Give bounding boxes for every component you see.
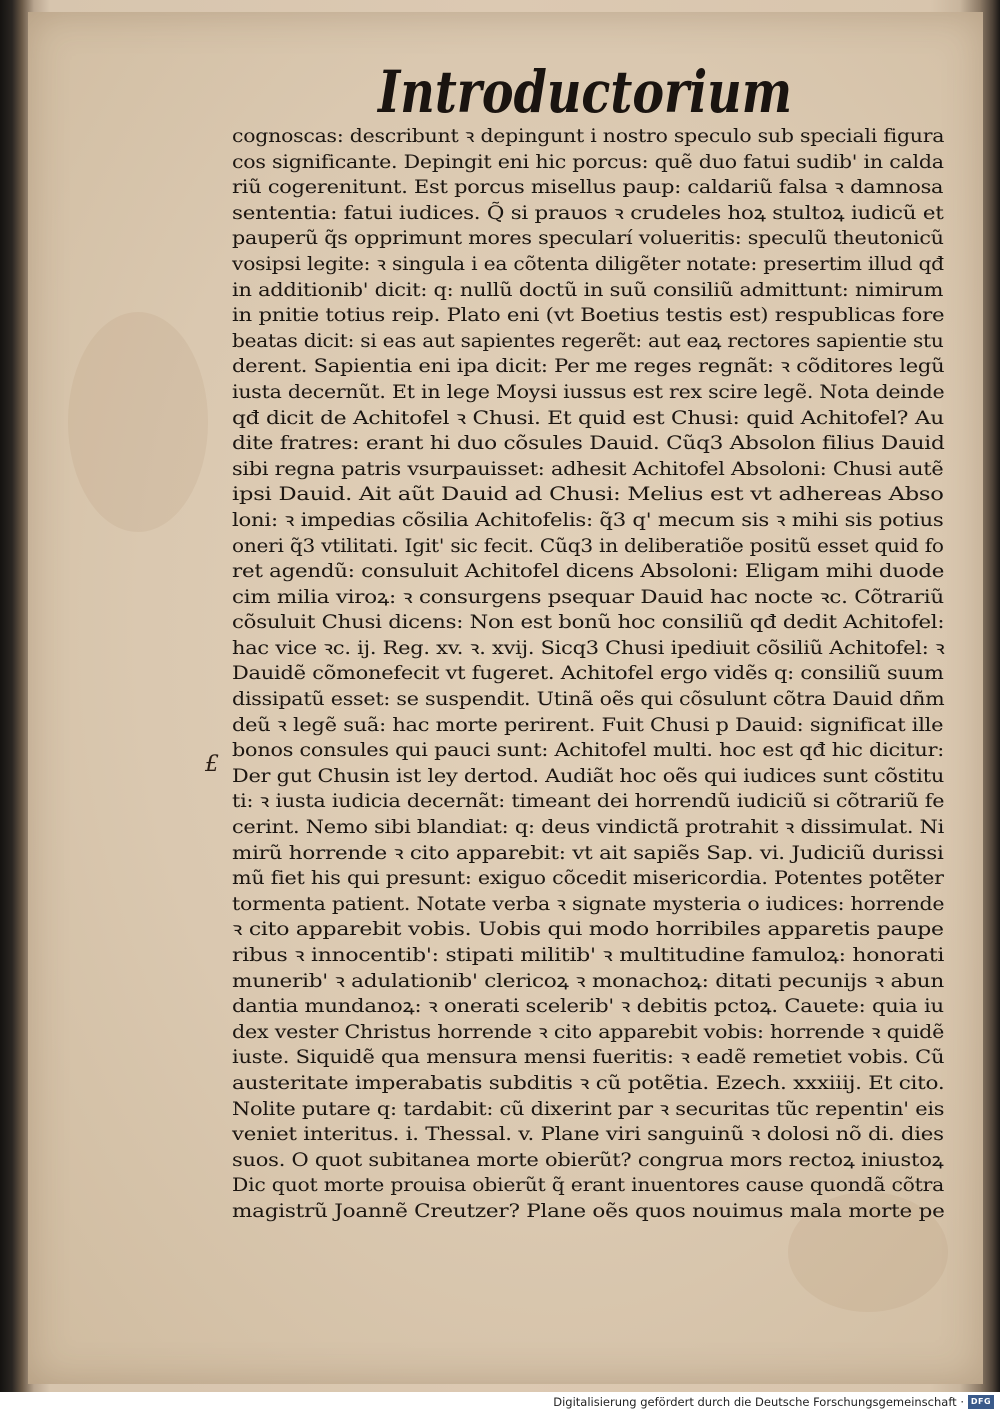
text-line: pauperũ q̃s opprimunt mores specularí volueritis: speculũ theutonicũ [232, 228, 944, 250]
text-line: hac vice ꝛc. ij. Reg. xv. ꝛ. xvij. Sicq3 Chusi ipediuit cõsiliũ Achitofel: ꝛ [232, 637, 945, 659]
text-line: mirũ horrende ꝛ cito apparebit: vt ait sapiẽs Sap. vi. Judiciũ durissi [232, 842, 944, 864]
text-line: qđ dicit de Achitofel ꝛ Chusi. Et quid est Chusi: quid Achitofel? Au [232, 407, 945, 429]
text-line: riũ cogerenitunt. Est porcus misellus paup: caldariũ falsa ꝛ damnosa [232, 177, 944, 199]
text-line: loni: ꝛ impedias cõsilia Achitofelis: q̃3 q' mecum sis ꝛ mihi sis potius [232, 509, 944, 531]
text-line: ti: ꝛ iusta iudicia decernãt: timeant dei horrendũ iudiciũ si cõtrariũ fe [232, 791, 945, 813]
text-line: cos significante. Depingit eni hic porcus: quẽ duo fatui sudib' in calda [232, 151, 944, 173]
text-line: deũ ꝛ legẽ suã: hac morte perirent. Fuit Chusi p Dauid: significat ille [232, 714, 944, 736]
text-line: in additionib' dicit: q: nullũ doctũ in suũ consiliũ admittunt: nimirum [232, 279, 944, 301]
text-line: ipsi Dauid. Ait aũt Dauid ad Chusi: Melius est vt adhereas Abso [232, 484, 944, 506]
page-heading: Introductorium [378, 58, 793, 126]
text-line: sibi regna patris vsurpauisset: adhesit Achitofel Absoloni: Chusi autẽ [232, 458, 944, 480]
text-line: ꝛ cito apparebit vobis. Uobis qui modo horribiles apparetis paupe [232, 919, 944, 941]
text-line: Nolite putare q: tardabit: cũ dixerint par ꝛ securitas tũc repentin' eis [232, 1098, 945, 1120]
text-line: dissipatũ esset: se suspendit. Utinã oẽs qui cõsulunt cõtra Dauid dñm [232, 689, 945, 711]
paper-stain [68, 312, 208, 532]
text-line: derent. Sapientia eni ipa dicit: Per me reges regnãt: ꝛ cõditores legũ [232, 356, 945, 378]
text-line: vosipsi legite: ꝛ singula i ea cõtenta diligẽter notate: presertim illud qđ [232, 253, 944, 275]
text-line: dantia mundanoꝝ: ꝛ onerati scelerib' ꝛ debitis pctoꝝ. Cauete: quia iu [232, 996, 944, 1018]
text-line: veniet interitus. i. Thessal. v. Plane viri sanguinũ ꝛ dolosi nõ di. dies [232, 1124, 944, 1146]
text-line: dite fratres: erant hi duo cõsules Dauid. Cũq3 Absolon filius Dauid [232, 433, 945, 455]
text-line: Dic quot morte prouisa obierũt q̃ erant inuentores cause quondã cõtra [232, 1175, 945, 1197]
text-line: cim milia viroꝝ: ꝛ consurgens psequar Dauid hac nocte ꝛc. Cõtrariũ [232, 586, 944, 608]
text-line: Der gut Chusin ist ley dertod. Audiãt hoc oẽs qui iudices sunt cõstitu [232, 765, 945, 787]
text-line: Dauidẽ cõmonefecit vt fugeret. Achitofel ergo vidẽs q: consiliũ suum [232, 663, 944, 685]
text-line: cõsuluit Chusi dicens: Non est bonũ hoc consiliũ qđ dedit Achitofel: [232, 612, 945, 634]
text-line: magistrũ Joannẽ Creutzer? Plane oẽs quos nouimus mala morte pe [232, 1200, 945, 1222]
footer-bar [0, 1392, 1000, 1413]
text-line: beatas dicit: si eas aut sapientes regerẽt: aut eaꝝ rectores sapientie stu [232, 330, 944, 352]
text-line: in pnitie totius reip. Plato eni (vt Boetius testis est) respublicas fore [232, 305, 945, 327]
text-line: bonos consules qui pauci sunt: Achitofel multi. hoc est qđ hic dicitur: [232, 740, 945, 762]
text-line: cerint. Nemo sibi blandiat: q: deus vindictã protrahit ꝛ dissimulat. Ni [232, 817, 945, 839]
text-line: iusta decernũt. Et in lege Moysi iussus est rex scire legẽ. Nota deinde [232, 381, 945, 403]
funding-credit: Digitalisierung gefördert durch die Deutsche Forschungsgemeinschaft · [553, 1395, 964, 1409]
text-line: mũ fiet his qui presunt: exiguo cõcedit misericordia. Potentes potẽter [232, 868, 944, 890]
text-line: ribus ꝛ innocentib': stipati militib' ꝛ multitudine famuloꝝ: honorati [232, 945, 945, 966]
text-line: cognoscas: describunt ꝛ depingunt i nostro speculo sub speciali figura [232, 126, 945, 147]
text-line: iuste. Siquidẽ qua mensura mensi fueritis: ꝛ eadẽ remetiet vobis. Cũ [232, 1047, 945, 1069]
dfg-logo: DFG [968, 1395, 994, 1409]
text-line: tormenta patient. Notate verba ꝛ signate mysteria o iudices: horrende [232, 893, 945, 915]
text-line: suos. O quot subitanea morte obierũt? congrua mors rectoꝝ iniustoꝝ [232, 1149, 944, 1171]
text-line: sententia: fatui iudices. Q̃ si prauos ꝛ crudeles hoꝝ stultoꝝ iudicũ et [232, 202, 944, 224]
text-line: dex vester Christus horrende ꝛ cito apparebit vobis: horrende ꝛ quidẽ [232, 1021, 945, 1043]
text-line: ret agendũ: consuluit Achitofel dicens Absoloni: Eligam mihi duode [232, 561, 945, 583]
text-line: munerib' ꝛ adulationib' clericoꝝ ꝛ monachoꝝ: ditati pecunijs ꝛ abun [232, 970, 944, 992]
text-block [232, 124, 952, 1222]
text-line: oneri q̃3 vtilitati. Igit' sic fecit. Cũq3 in deliberatiõe positũ esset quid fo [232, 535, 944, 557]
marginal-note: £ [205, 752, 219, 777]
text-line: austeritate imperabatis subditis ꝛ cũ potẽtia. Ezech. xxxiiij. Et cito. [232, 1072, 945, 1094]
